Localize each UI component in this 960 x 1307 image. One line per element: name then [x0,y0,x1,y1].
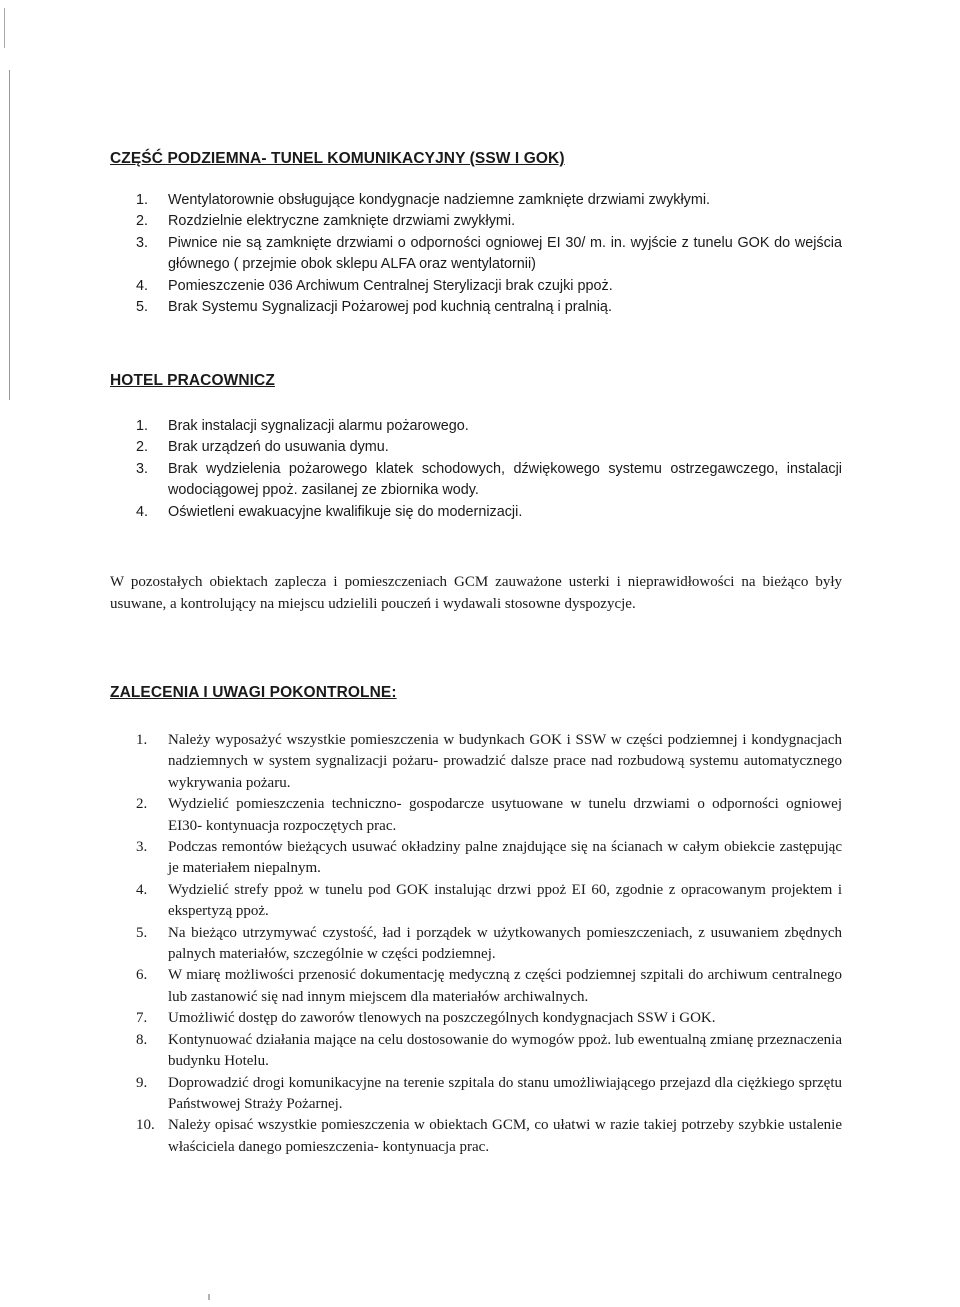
list-item [110,1008,842,1029]
list-item-text: Piwnice nie są zamknięte drzwiami o odporności ogniowej EI 30/ m. in. wyjście z tunelu GOK do wejścia głównego ( przejmie obok sklepu ALFA oraz wentylatornii) [168,234,842,273]
list-item [110,276,842,297]
list-item-text: Umożliwić dostęp do zaworów tlenowych na poszczególnych kondygnacjach SSW i GOK. [168,1010,716,1027]
list-item-text: Wydzielić strefy ppoż w tunelu pod GOK instalując drzwi ppoż EI 60, zgodnie z opracowanym projektem i ekspertyzą ppoż. [168,881,842,920]
list-item-number: 6. [136,967,148,984]
list-item-number: 5. [136,299,149,316]
list-item [110,190,842,211]
list-item-text: Wydzielić pomieszczenia techniczno- gospodarcze usytuowane w tunelu drzwiami o odporności ogniowej EI30- kontynuacja rozpoczętych prac. [168,796,842,834]
list-item-text: Wentylatorownie obsługujące kondygnacje nadziemne zamknięte drzwiami zwykłymi. [168,192,711,208]
list-item-number: 4. [136,503,149,520]
list-item-number: 3. [136,839,148,856]
list-item-number: 2. [136,796,148,813]
list-item [110,730,842,794]
list-item-text: Rozdzielnie elektryczne zamknięte drzwiami zwykłymi. [168,213,516,230]
summary-paragraph: W pozostałych obiektach zaplecza i pomieszczeniach GCM zauważone usterki i nieprawidłowości na bieżąco były usuwane, a kontrolujący na miejscu udzielili pouczeń i wydawali stosowne dyspozycje. [110,574,842,612]
list-item-number: 1. [136,192,149,208]
list-item-text: Doprowadzić drogi komunikacyjne na terenie szpitala do stanu umożliwiającego przejazd dla ciężkiego sprzętu Państwowej Straży Pożarnej. [168,1074,842,1112]
list-item-number: 5. [136,924,148,941]
list-item [110,1030,842,1073]
scan-speck [208,1294,210,1300]
list-item [110,880,842,923]
list-item-text: Brak urządzeń do usuwania dymu. [168,439,389,456]
list-item [110,1115,842,1158]
list-item [110,502,842,523]
list-item-number: 10. [136,1117,155,1134]
list-item [110,1073,842,1116]
list-item-number: 1. [136,418,149,434]
list-item [110,233,842,276]
list-item [110,837,842,880]
list-item [110,437,842,458]
section-heading-tunnel: CZĘŚĆ PODZIEMNA- TUNEL KOMUNIKACYJNY (SSW I GOK) [110,150,565,167]
list-item-number: 3. [136,234,149,251]
list-item-number: 7. [136,1010,148,1027]
list-item-text: Należy opisać wszystkie pomieszczenia w obiektach GCM, co ułatwi w razie takiej potrzeby szybkie ustalenie właściciela danego pomieszczenia- kontynuacja prac. [168,1117,842,1155]
list-item [110,923,842,966]
section-heading-hotel: HOTEL PRACOWNICZ [110,372,275,389]
list-item [110,794,842,837]
tunnel-issues-list [110,190,842,318]
hotel-issues-list [110,416,842,523]
list-item-number: 4. [136,277,149,294]
list-item-number: 2. [136,213,149,230]
scan-edge-mark [9,70,10,400]
list-item-number: 4. [136,881,148,898]
list-item [110,965,842,1008]
list-item-text: Podczas remontów bieżących usuwać okładziny palne znajdujące się na ścianach w całym obiekcie zastępując je materiałem niepalnym. [168,839,842,877]
list-item-text: Należy wyposażyć wszystkie pomieszczenia w budynkach GOK i SSW w części podziemnej i kondygnacjach nadziemnych w system sygnalizacji pożaru- prowadzić dalsze prace nad rozbudową systemu automatycznego wykrywania pożaru. [168,732,842,791]
list-item [110,416,842,437]
list-item [110,211,842,232]
recommendations-list [110,730,842,1158]
list-item-number: 3. [136,460,149,477]
list-item [110,297,842,318]
list-item-number: 2. [136,439,149,456]
list-item-text: Na bieżąco utrzymywać czystość, ład i porządek w użytkowanych pomieszczeniach, z usuwaniem zbędnych palnych materiałów, szczególnie w części podziemnej. [168,924,842,963]
list-item-text: Kontynuować działania mające na celu dostosowanie do wymogów ppoż. lub ewentualną zmianę przeznaczenia budynku Hotelu. [168,1031,842,1070]
list-item [110,459,842,502]
scan-edge-mark [4,8,5,48]
list-item-text: W miarę możliwości przenosić dokumentację medyczną z części podziemnej szpitali do archiwum centralnego lub zastanowić się nad innym miejscem dla materiałów archiwalnych. [168,967,842,1005]
section-heading-recommendations: ZALECENIA I UWAGI POKONTROLNE: [110,684,397,701]
list-item-text: Pomieszczenie 036 Archiwum Centralnej Sterylizacji brak czujki ppoż. [168,277,613,294]
list-item-number: 9. [136,1074,148,1091]
list-item-text: Brak wydzielenia pożarowego klatek schodowych, dźwiękowego systemu ostrzegawczego, instalacji wodociągowej ppoż. zasilanej ze zbiornika wody. [168,460,842,499]
list-item-number: 1. [136,732,148,748]
list-item-text: Brak Systemu Sygnalizacji Pożarowej pod kuchnią centralną i pralnią. [168,299,612,316]
list-item-number: 8. [136,1031,148,1048]
list-item-text: Oświetleni ewakuacyjne kwalifikuje się do modernizacji. [168,503,523,520]
list-item-text: Brak instalacji sygnalizacji alarmu pożarowego. [168,418,469,434]
